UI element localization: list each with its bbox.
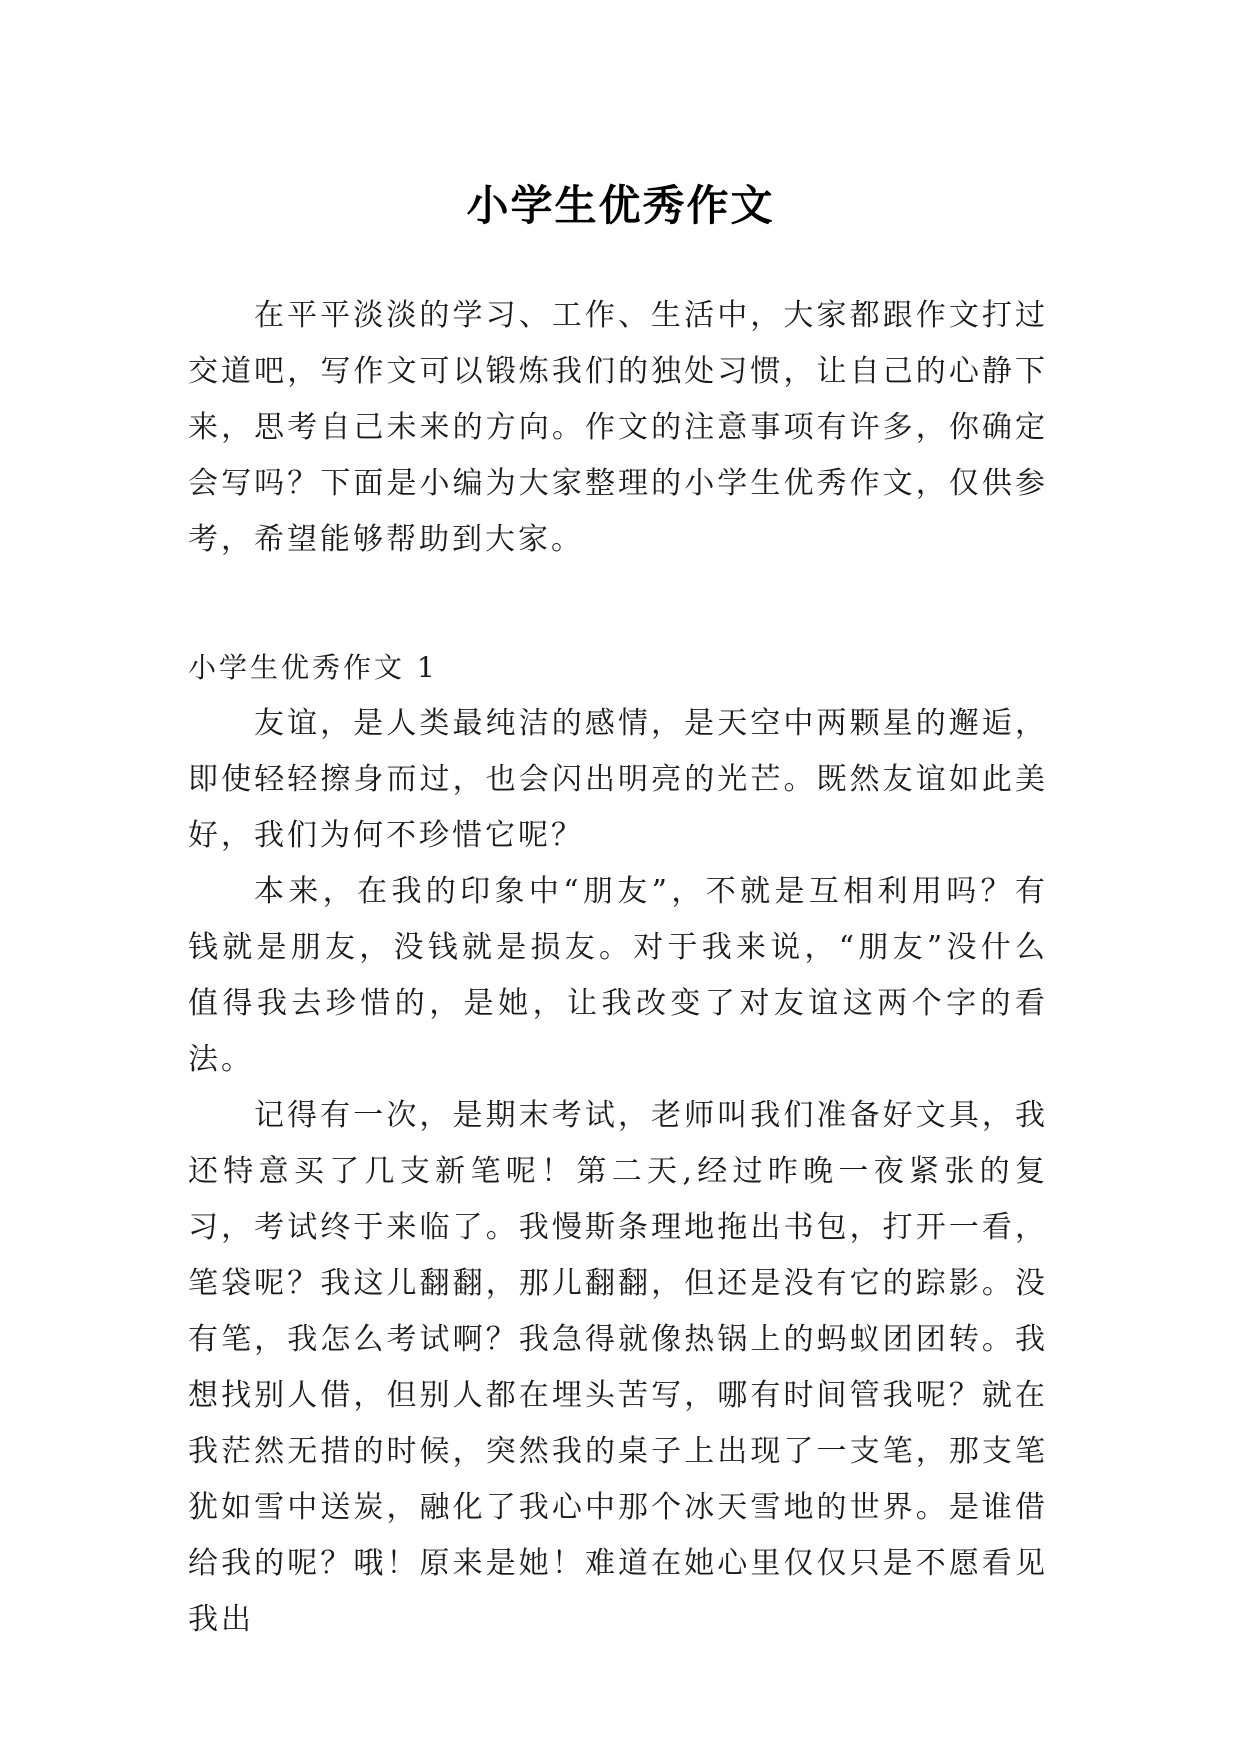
- essay-section-1: [188, 640, 1048, 1648]
- intro-paragraph: 在平平淡淡的学习、工作、生活中，大家都跟作文打过交道吧，写作文可以锻炼我们的独处习惯，让自己的心静下来，思考自己未来的方向。作文的注意事项有许多，你确定会写吗？下面是小编为大家整理的小学生优秀作文，仅供参考，希望能够帮助到大家。: [188, 298, 1048, 557]
- essay-paragraph: 友谊，是人类最纯洁的感情，是天空中两颗星的邂逅，即使轻轻擦身而过，也会闪出明亮的光芒。既然友谊如此美好，我们为何不珍惜它呢？: [188, 706, 1048, 853]
- document-title: 小学生优秀作文: [466, 181, 775, 231]
- essay-paragraph: 本来，在我的印象中“朋友”，不就是互相利用吗？有钱就是朋友，没钱就是损友。对于我来说，“朋友”没什么值得我去珍惜的，是她，让我改变了对友谊这两个字的看法。: [188, 874, 1048, 1077]
- essay-paragraph: 记得有一次，是期末考试，老师叫我们准备好文具，我还特意买了几支新笔呢！第二天,经过昨晚一夜紧张的复习，考试终于来临了。我慢斯条理地拖出书包，打开一看，笔袋呢？我这儿翻翻，那儿翻翻，但还是没有它的踪影。没有笔，我怎么考试啊？我急得就像热锅上的蚂蚁团团转。我想找别人借，但别人都在埋头苦写，哪有时间管我呢？就在我茫然无措的时候，突然我的桌子上出现了一支笔，那支笔犹如雪中送炭，融化了我心中那个冰天雪地的世界。是谁借给我的呢？哦！原来是她！难道在她心里仅仅只是不愿看见我出: [188, 1098, 1048, 1637]
- intro-block: [188, 288, 1048, 568]
- section-heading: 小学生优秀作文 1: [188, 651, 438, 684]
